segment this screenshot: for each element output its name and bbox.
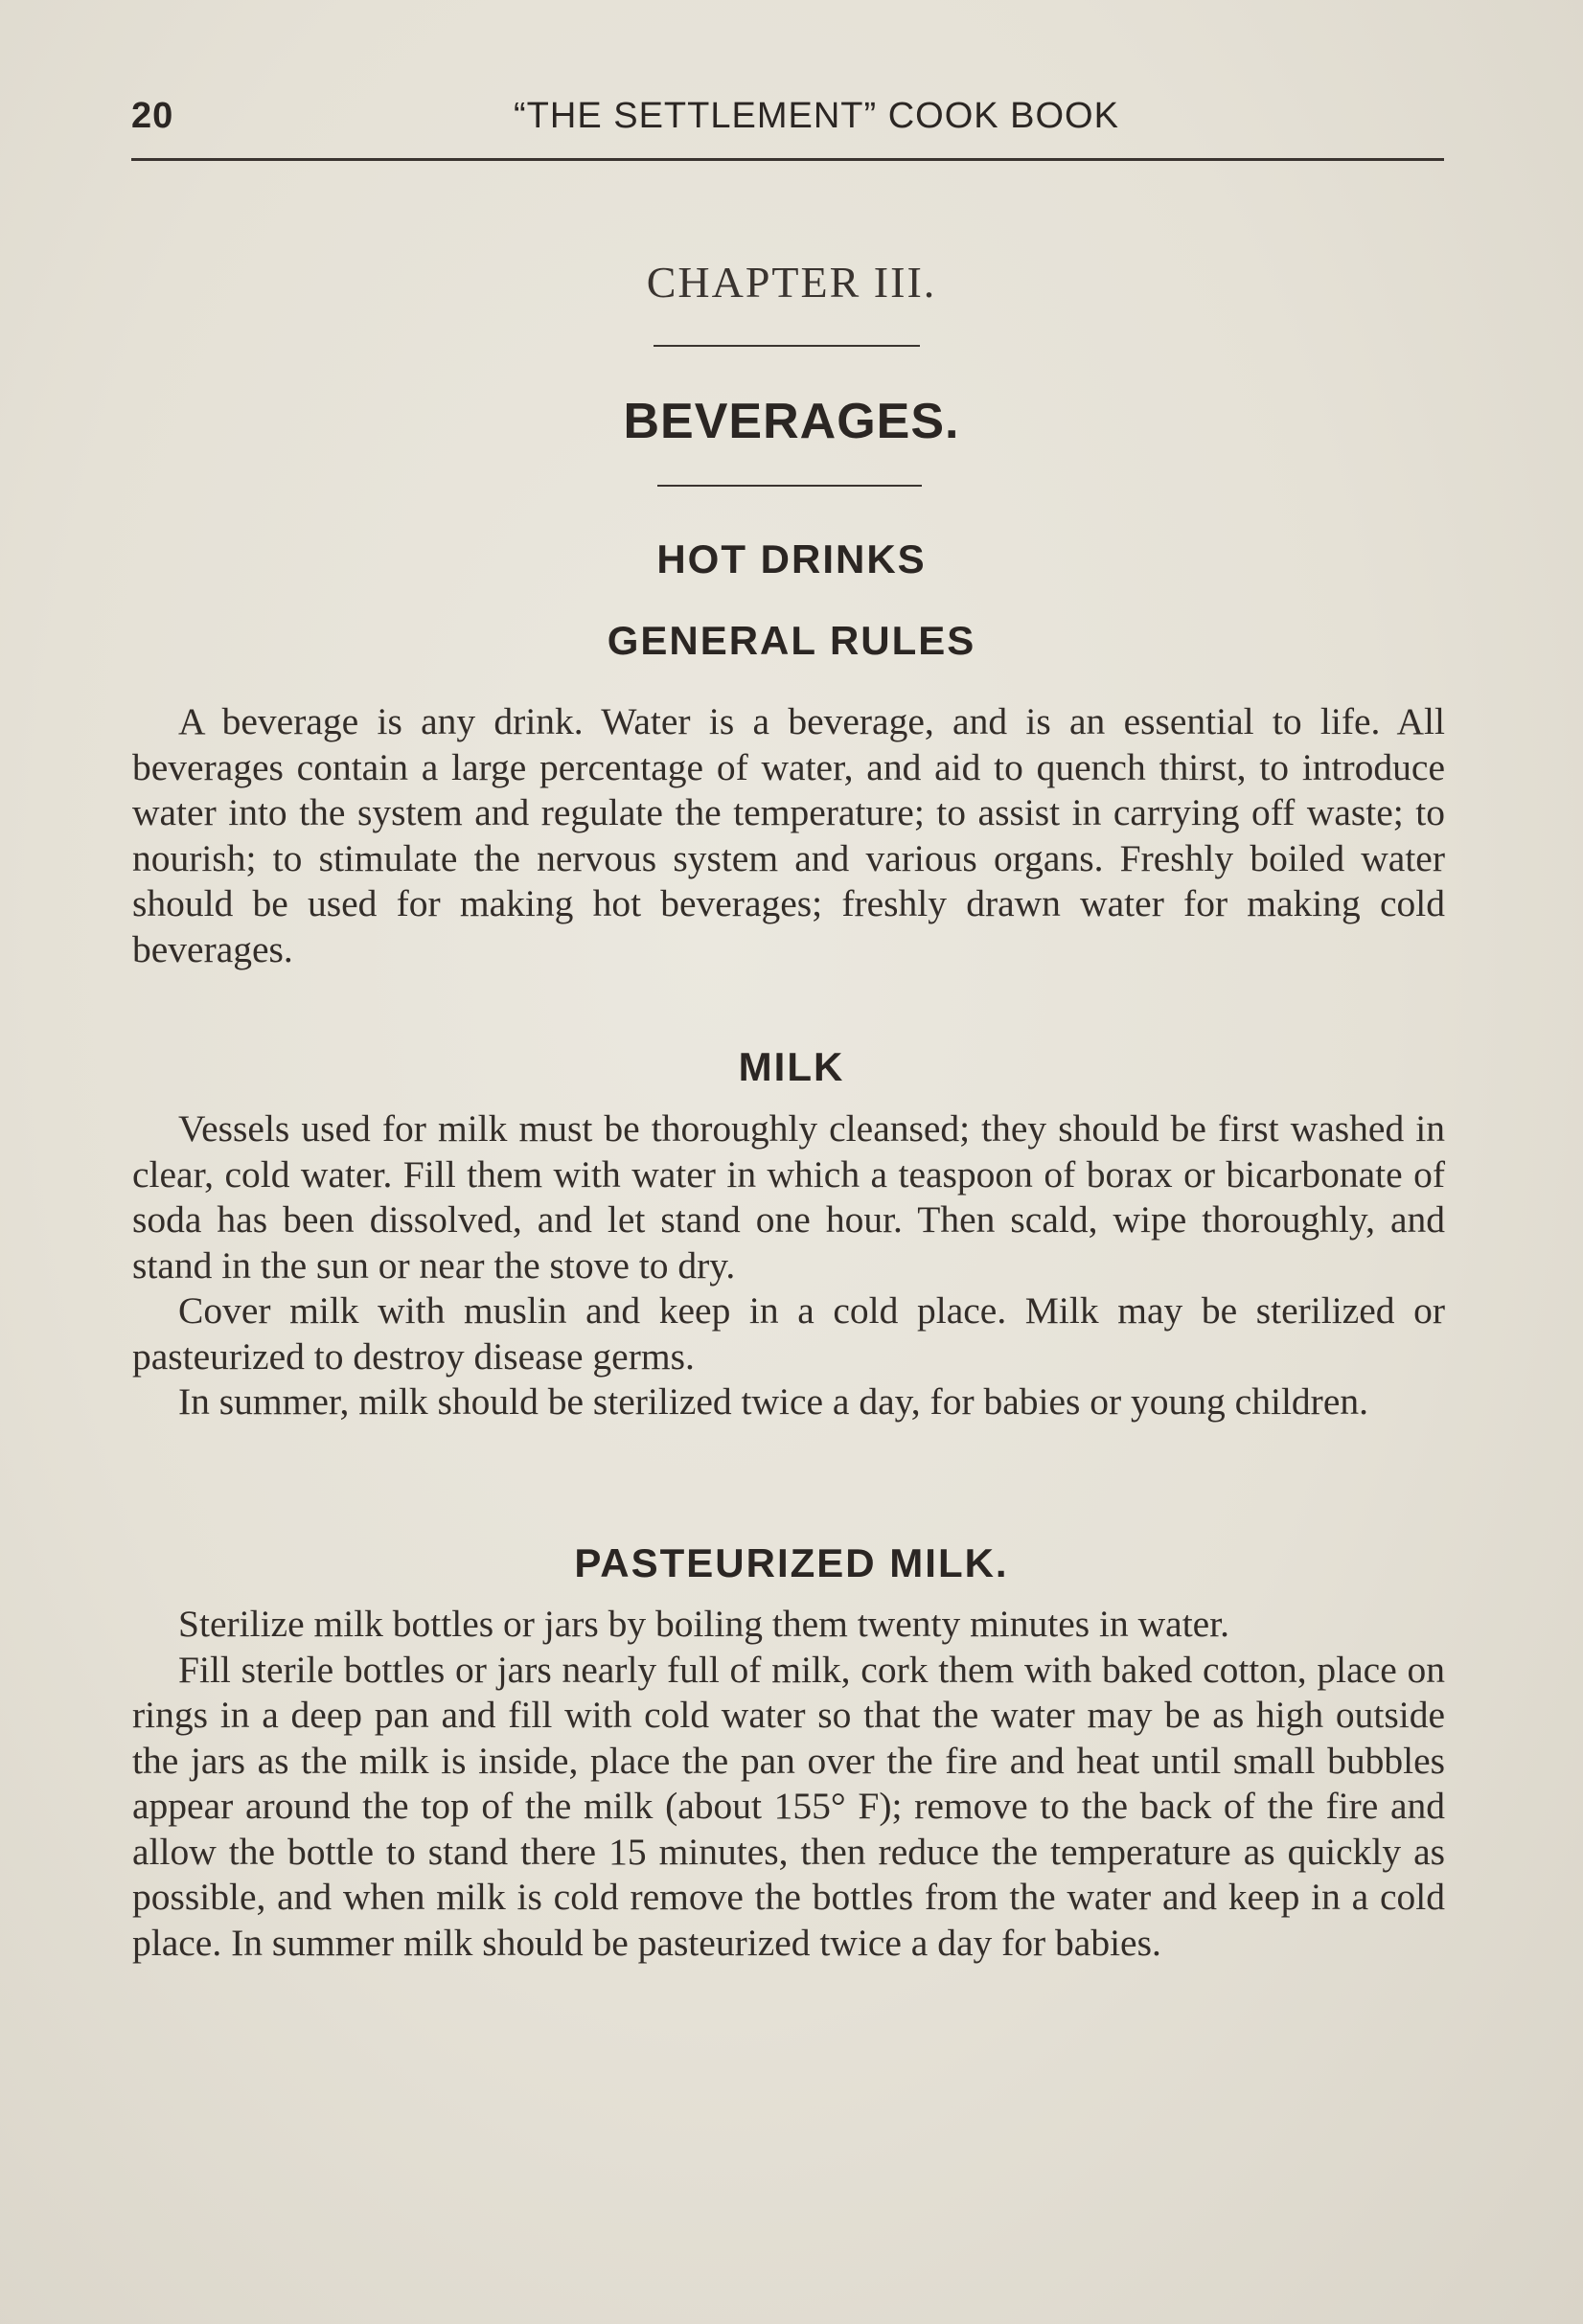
chapter-heading: CHAPTER III. <box>646 258 937 307</box>
section-heading-milk: MILK <box>738 1044 845 1089</box>
running-title: “THE SETTLEMENT” COOK BOOK <box>514 96 1119 136</box>
pasteurized-milk-text <box>132 1602 1445 1966</box>
section-heading-pasteurized-milk: PASTEURIZED MILK. <box>574 1540 1009 1585</box>
page-title: BEVERAGES. <box>623 394 960 449</box>
paragraph: Sterilize milk bottles or jars by boiling them twenty minutes in water. <box>178 1603 1230 1645</box>
paragraph: Cover milk with muslin and keep in a cold place. Milk may be sterilized or pasteurized to destroy disease germs. <box>132 1289 1445 1378</box>
section-heading-general-rules: GENERAL RULES <box>607 618 976 663</box>
header-rule <box>131 158 1444 161</box>
section-heading-hot-drinks: HOT DRINKS <box>656 536 927 581</box>
paragraph: Fill sterile bottles or jars nearly full of milk, cork them with baked cotton, place on rings in a deep pan and fill with cold water so that the water may be as high outside the jars as the milk is inside, place the pan over the fire and heat until small bubbles appear around the top of the milk (about 155° F); remove to the back of the fire and allow the bottle to stand there 15 minutes, then reduce the temperature as quickly as possible, and when milk is cold remove the bottles from the water and keep in a cold place. In summer milk should be pasteurized twice a day for babies. <box>132 1648 1445 1964</box>
paragraph: Vessels used for milk must be thoroughly cleansed; they should be first washed in clear, cold water. Fill them with water in which a teaspoon of borax or bicarbonate of soda has been dissolved, and let stand one hour. Then scald, wipe thoroughly, and stand in the sun or near the stove to dry. <box>132 1107 1445 1287</box>
title-rule <box>657 485 922 487</box>
paragraph: In summer, milk should be sterilized twice a day, for babies or young children. <box>178 1380 1368 1423</box>
page-number: 20 <box>131 96 174 136</box>
paragraph: A beverage is any drink. Water is a beverage, and is an essential to life. All beverages contain a large percentage of water, and aid to quench thirst, to introduce water into the system and regulate the temperature; to assist in carrying off waste; to nourish; to stimulate the nervous system and various organs. Freshly boiled water should be used for making hot beverages; freshly drawn water for making cold beverages. <box>132 700 1445 970</box>
running-header <box>131 96 1444 149</box>
milk-text <box>132 1106 1445 1425</box>
chapter-rule <box>654 345 920 347</box>
general-rules-text <box>132 699 1445 972</box>
